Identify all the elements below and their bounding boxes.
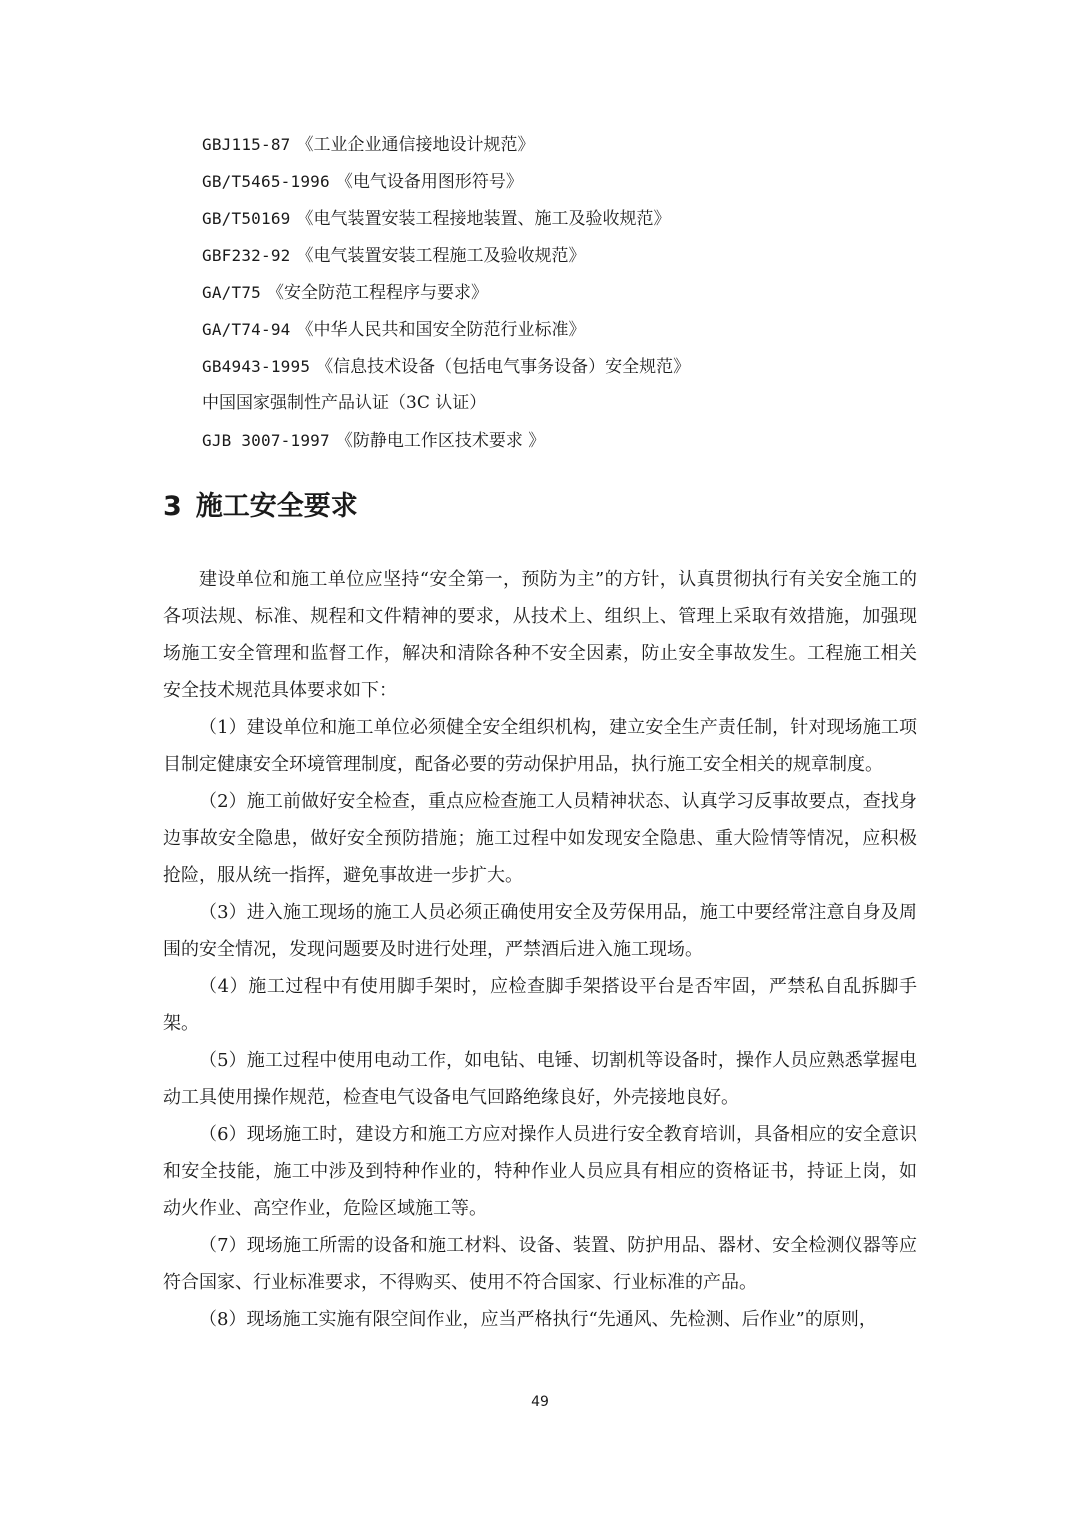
standard-item	[202, 237, 962, 274]
standard-name: 《电气装置安装工程接地装置、施工及验收规范》	[296, 209, 671, 229]
standard-item	[202, 348, 962, 385]
standards-list	[202, 126, 962, 459]
standard-item	[202, 311, 962, 348]
standard-item	[202, 200, 962, 237]
standard-item	[202, 126, 962, 163]
standard-name: 《工业企业通信接地设计规范》	[296, 135, 535, 155]
standard-code: GJB 3007-1997	[202, 431, 330, 450]
requirement-paragraph: （2）施工前做好安全检查，重点应检查施工人员精神状态、认真学习反事故要点，查找身边事故安全隐患，做好安全预防措施；施工过程中如发现安全隐患、重大险情等情况，应积极抢险，服从统一指挥，避免事故进一步扩大。	[163, 791, 917, 886]
standard-item	[202, 385, 962, 422]
requirement-paragraph: （3）进入施工现场的施工人员必须正确使用安全及劳保用品，施工中要经常注意自身及周围的安全情况，发现问题要及时进行处理，严禁酒后进入施工现场。	[163, 902, 917, 960]
body-text	[163, 561, 917, 1338]
requirement-paragraph: （7）现场施工所需的设备和施工材料、设备、装置、防护用品、器材、安全检测仪器等应符合国家、行业标准要求，不得购买、使用不符合国家、行业标准的产品。	[163, 1235, 917, 1293]
requirement-paragraph: （5）施工过程中使用电动工作，如电钻、电锤、切割机等设备时，操作人员应熟悉掌握电动工具使用操作规范，检查电气设备电气回路绝缘良好，外壳接地良好。	[163, 1050, 917, 1108]
standard-name: 《安全防范工程程序与要求》	[267, 283, 488, 303]
standard-code: GBF232-92	[202, 246, 291, 265]
standard-item	[202, 163, 962, 200]
standard-code: GA/T75	[202, 283, 261, 302]
standard-item	[202, 422, 962, 459]
page-number: 49	[531, 1394, 549, 1410]
requirement-paragraph: （1）建设单位和施工单位必须健全安全组织机构，建立安全生产责任制，针对现场施工项目制定健康安全环境管理制度，配备必要的劳动保护用品，执行施工安全相关的规章制度。	[163, 717, 917, 775]
standard-code: GA/T74-94	[202, 320, 291, 339]
standard-name: 《信息技术设备（包括电气事务设备）安全规范》	[316, 357, 691, 377]
requirement-paragraph: （4）施工过程中有使用脚手架时，应检查脚手架搭设平台是否牢固，严禁私自乱拆脚手架。	[163, 976, 917, 1034]
requirement-paragraph: （6）现场施工时，建设方和施工方应对操作人员进行安全教育培训，具备相应的安全意识和安全技能，施工中涉及到特种作业的，特种作业人员应具有相应的资格证书，持证上岗，如动火作业、高空作业，危险区域施工等。	[163, 1124, 917, 1219]
standard-name: 中国国家强制性产品认证（3C 认证）	[202, 393, 487, 413]
standard-name: 《中华人民共和国安全防范行业标准》	[296, 320, 586, 340]
standard-name: 《电气设备用图形符号》	[335, 172, 523, 192]
standard-name: 《防静电工作区技术要求 》	[335, 431, 546, 451]
intro-paragraph: 建设单位和施工单位应坚持“安全第一，预防为主”的方针，认真贯彻执行有关安全施工的各项法规、标准、规程和文件精神的要求，从技术上、组织上、管理上采取有效措施，加强现场施工安全管理和监督工作，解决和清除各种不安全因素，防止安全事故发生。工程施工相关安全技术规范具体要求如下：	[163, 569, 917, 701]
requirement-paragraph: （8）现场施工实施有限空间作业，应当严格执行“先通风、先检测、后作业”的原则，	[199, 1309, 877, 1330]
standard-code: GB/T50169	[202, 209, 291, 228]
standard-code: GB/T5465-1996	[202, 172, 330, 191]
standard-code: GBJ115-87	[202, 135, 291, 154]
standard-item	[202, 274, 962, 311]
standard-code: GB4943-1995	[202, 357, 311, 376]
section-title: 施工安全要求	[195, 491, 358, 522]
section-heading	[163, 485, 358, 529]
section-number: 3	[163, 491, 182, 522]
standard-name: 《电气装置安装工程施工及验收规范》	[296, 246, 586, 266]
